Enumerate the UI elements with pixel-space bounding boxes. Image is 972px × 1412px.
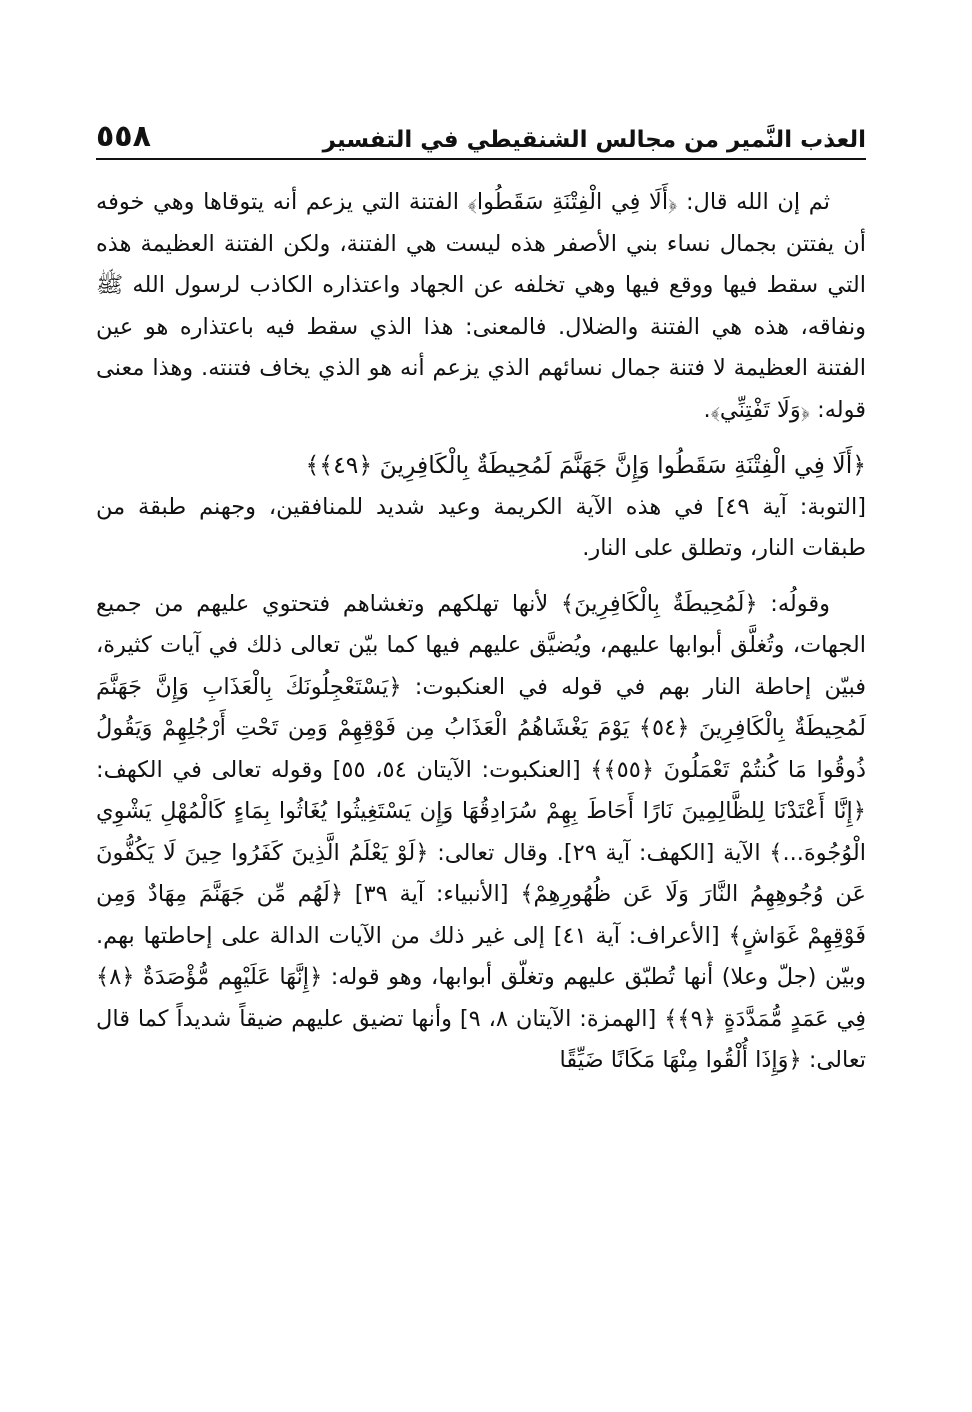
paragraph-3: وقولُه: ﴿لَمُحِيطَةٌ بِالْكَافِرِينَ﴾ لأنها تهلكهم وتغشاهم فتحتوي عليهم من جميع الجهات، وتُغلَّق أبوابها عليهم، ويُضيَّق عليهم فيها كما بيّن تعالى ذلك في آيات كثيرة، فبيّن إحاطة النار بهم في قوله في العنكبوت: ﴿يَسْتَعْجِلُونَكَ بِالْعَذَابِ وَإِنَّ جَهَنَّمَ لَمُحِيطَةٌ بِالْكَافِرِينَ ﴿٥٤﴾ يَوْمَ يَغْشَاهُمُ الْعَذَابُ مِن فَوْقِهِمْ وَمِن تَحْتِ أَرْجُلِهِمْ وَيَقُولُ ذُوقُوا مَا كُنتُمْ تَعْمَلُونَ ﴿٥٥﴾﴾ [العنكبوت: الآيتان ٥٤، ٥٥] وقوله تعالى في الكهف: ﴿إِنَّا أَعْتَدْنَا لِلظَّالِمِينَ نَارًا أَحَاطَ بِهِمْ سُرَادِقُهَا وَإِن يَسْتَغِيثُوا يُغَاثُوا بِمَاءٍ كَالْمُهْلِ يَشْوِي الْوُجُوهَ...﴾ الآية [الكهف: آية ٢٩]. وقال تعالى: ﴿لَوْ يَعْلَمُ الَّذِينَ كَفَرُوا حِينَ لَا يَكُفُّونَ عَن وُجُوهِهِمُ النَّارَ وَلَا عَن ظُهُورِهِمْ﴾ [الأنبياء: آية ٣٩] ﴿لَهُم مِّن جَهَنَّمَ مِهَادٌ وَمِن فَوْقِهِمْ غَوَاشٍ﴾ [الأعراف: آية ٤١] إلى غير ذلك من الآيات الدالة على إحاطتها بهم. وبيّن (جلّ وعلا) أنها تُطبّق عليهم وتغلّق أبوابها، وهو قوله: ﴿إِنَّهَا عَلَيْهِم مُّؤْصَدَةٌ ﴿٨﴾ فِي عَمَدٍ مُّمَدَّدَةٍ ﴿٩﴾﴾ [الهمزة: الآيتان ٨، ٩] وأنها تضيق عليهم ضيقاً شديداً كما قال تعالى: ﴿وَإِذَا أُلْقُوا مِنْهَا مَكَانًا ضَيِّقًا [96,590,867,1073]
paragraph-1: ثم إن الله قال: ﴿أَلَا فِي الْفِتْنَةِ سَقَطُوا﴾ الفتنة التي يزعم أنه يتوقاها وهي خوفه أن يفتتن بجمال نساء بني الأصفر هذه ليست هي الفتنة، ولكن الفتنة العظيمة هذه التي سقط فيها ووقع فيها وهي تخلفه عن الجهاد واعتذاره الكاذب لرسول الله ﷺ ونفاقه، هذه هي الفتنة والضلال. فالمعنى: هذا الذي سقط فيه باعتذاره هو عين الفتنة العظيمة لا فتنة جمال نسائهم الذي يزعم أنه هو الذي يخاف فتنته. وهذا معنى قوله: ﴿وَلَا تَفْتِنِّي﴾. [96,189,866,423]
page-number: ٥٥٨ [96,119,151,154]
running-title: العذب النَّمير من مجالس الشنقيطي في التفسير [322,127,866,153]
page-header [96,110,866,160]
paragraph-2: [التوبة: آية ٤٩] في هذه الآية الكريمة وعيد شديد للمنافقين، وجهنم طبقة من طبقات النار، وتطلق على النار. [96,493,866,561]
book-page [96,110,866,1390]
quran-verse-heading: ﴿أَلَا فِي الْفِتْنَةِ سَقَطُوا وَإِنَّ جَهَنَّمَ لَمُحِيطَةٌ بِالْكَافِرِينَ ﴿٤٩﴾﴾ [305,451,866,479]
body-text [96,182,866,1082]
